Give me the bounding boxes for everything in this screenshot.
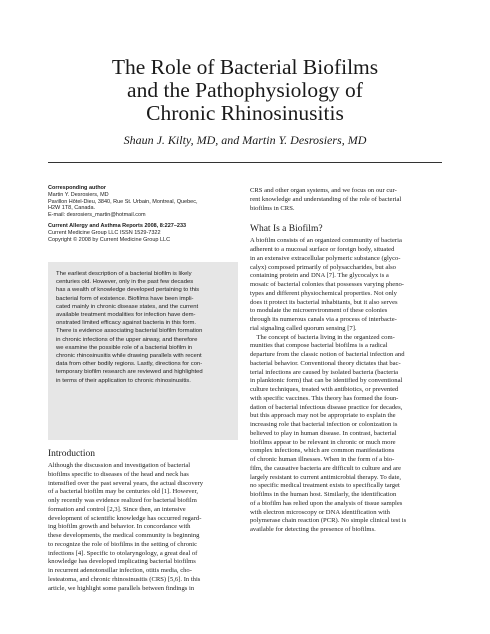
body-line: The concept of bacteria living in the organized com- xyxy=(250,333,395,341)
body-line: biofilms specific to diseases of the head and neck has xyxy=(48,470,189,478)
body-line: departure from the classic notion of bacterial infection and xyxy=(250,351,405,358)
abstract-box xyxy=(48,262,238,440)
body-line: formation and control [2,3]. Since then, an intensive xyxy=(48,505,186,513)
body-paragraph xyxy=(250,187,442,213)
body-line: biofilms in CRS. xyxy=(250,204,295,212)
journal-citation: Current Allergy and Asthma Reports 2008, 8:227–233 xyxy=(48,222,187,229)
body-line: rent knowledge and understanding of the role of bacterial xyxy=(250,195,402,203)
body-line: of chronic human illnesses. When in the form of a bio- xyxy=(250,456,395,463)
body-line: believed to play in human disease. In contrast, bacterial xyxy=(250,429,397,437)
body-line: bacterial behavior. Conventional theory dictates that bac- xyxy=(250,359,401,367)
body-line: terial infections are caused by isolated bacteria (bacteria xyxy=(250,368,399,376)
author-line: Shaun J. Kilty, MD, and Martin Y. Desrosiers, MD xyxy=(123,133,367,147)
title-line: The Role of Bacterial Biofilms xyxy=(111,55,379,79)
abstract-line: in terms of their application to chronic rhinosinusitis. xyxy=(56,377,191,384)
body-line: of a biofilm has relied upon the analysis of tissue samples xyxy=(250,499,403,507)
body-line: to modulate the microenvironment of these colonies xyxy=(250,307,388,315)
body-line: complex infections, which are common manifestations xyxy=(250,447,395,455)
body-line: mosaic of bacterial colonies that possesses varying pheno- xyxy=(250,281,404,288)
body-line: rial signaling called quorum sensing [7]. xyxy=(250,324,357,332)
body-line: largely resistant to current antimicrobial therapy. To date, xyxy=(250,473,402,481)
section-heading: Introduction xyxy=(48,449,95,459)
body-line: types and different physiochemical properties. Not only xyxy=(250,289,397,297)
body-line: Although the discussion and investigation of bacterial xyxy=(48,462,191,469)
body-line: in planktonic form) that can be identified by conventional xyxy=(250,377,403,385)
body-line: increasing role that bacterial infection or colonization is xyxy=(250,421,398,428)
body-line: available for detecting the presence of biofilms. xyxy=(250,526,376,533)
abstract-line: cated mainly in chronic disease states, and the current xyxy=(56,303,199,310)
body-line: does it protect its bacterial inhabitants, but it also serves xyxy=(250,298,398,306)
body-line: CRS and other organ systems, and we focus on our cur- xyxy=(250,187,397,194)
body-line: through its numerous canals via a process of interbacte- xyxy=(250,316,397,323)
email-line: E-mail: desrosiers_martin@hotmail.com xyxy=(48,212,146,219)
publisher-issn: Current Medicine Group LLC ISSN 1529-7322 xyxy=(48,229,161,236)
body-line: no specific medical treatment exists to specifically target xyxy=(250,482,400,490)
abstract-line: in chronic infections of the upper airway, and therefore xyxy=(56,336,198,343)
body-line: with electron microscopy or DNA identification with xyxy=(250,508,390,516)
body-line: intensified over the past several years, the actual discovery xyxy=(48,479,204,487)
abstract-line: available treatment modalities for infection have dem- xyxy=(56,312,196,319)
body-line: only recently was evidence realized for bacterial biofilm xyxy=(48,497,197,504)
body-line: to recognize the role of biofilms in the setting of chronic xyxy=(48,540,198,548)
body-paragraph xyxy=(250,237,442,535)
title-line: Chronic Rhinosinusitis xyxy=(146,101,344,125)
header-divider xyxy=(48,162,442,163)
corresponding-author-label: Corresponding author xyxy=(48,185,107,191)
body-line: in an extensive extracellular polymeric substance (glyco- xyxy=(250,254,401,262)
body-line: article, we highlight some parallels between findings in xyxy=(48,584,195,592)
abstract-line: data from other bodily regions. Lastly, directions for con- xyxy=(56,361,203,368)
body-line: but this approach may not be appropriate to explain the xyxy=(250,412,396,420)
body-line: culture techniques, treated with antibiotics, or prevented xyxy=(250,386,399,393)
body-line: containing protein and DNA [7]. The glycocalyx is a xyxy=(250,272,389,280)
article-title xyxy=(0,56,490,125)
body-paragraph xyxy=(48,462,240,593)
abstract-line: centuries old. However, only in the past few decades xyxy=(56,279,194,286)
body-line: polymerase chain reaction (PCR). No simple clinical test is xyxy=(250,517,407,525)
body-line: ing biofilm growth and behavior. In concordance with xyxy=(48,523,191,531)
meta-line: Pavillon Hôtel-Dieu, 3840, Rue St. Urbain, Montreal, Quebec, xyxy=(48,198,198,205)
body-line: calyx) composed primarily of polysaccharides, but also xyxy=(250,263,396,271)
abstract-line: temporary biofilm research are reviewed and highlighted xyxy=(56,369,203,376)
body-line: of a bacterial biofilm may be centuries old [1]. However, xyxy=(48,488,199,496)
copyright-notice: Copyright © 2008 by Current Medicine Group LLC xyxy=(48,236,171,243)
body-line: film, the causative bacteria are difficult to culture and are xyxy=(250,464,402,472)
body-line: munities that compose bacterial biofilms is a radical xyxy=(250,342,388,350)
body-line: adherent to a mucosal surface or foreign body, situated xyxy=(250,246,395,253)
body-line: biofilms appear to be relevant in chronic or much more xyxy=(250,438,396,446)
abstract-line: has a wealth of knowledge developed pertaining to this xyxy=(56,287,200,294)
body-line: development of scientific knowledge has occurred regard- xyxy=(48,514,202,522)
abstract-line: bacterial form of existence. Biofilms have been impli- xyxy=(56,295,194,302)
body-line: A biofilm consists of an organized community of bacteria xyxy=(250,237,402,245)
meta-line: Martin Y. Desrosiers, MD xyxy=(48,191,109,198)
introduction-section xyxy=(48,448,240,593)
body-line: lesteatoma, and chronic rhinosinusitis (CRS) [5,6]. In this xyxy=(48,575,201,583)
abstract-line: chronic rhinosinusitis while drawing parallels with recent xyxy=(56,353,202,360)
body-line: infections [4]. Specific to otolaryngology, a great deal of xyxy=(48,549,198,557)
body-line: with specific vaccines. This theory has formed the foun- xyxy=(250,394,399,402)
body-line: dation of bacterial infectious disease practice for decades, xyxy=(250,403,403,411)
abstract-line: The earliest description of a bacterial biofilm is likely xyxy=(56,271,192,277)
abstract-line: onstrated limited efficacy against bacteria in this form. xyxy=(56,320,197,327)
abstract-line: we examine the possible role of a bacterial biofilm in xyxy=(56,344,193,351)
body-line: in recurrent adenotonsillar infection, otitis media, cho- xyxy=(48,567,192,574)
right-column xyxy=(250,187,442,535)
body-line: knowledge has developed implicating bacterial biofilms xyxy=(48,558,196,566)
abstract-line: There is evidence associating bacterial biofilm formation xyxy=(56,328,203,335)
section-heading: What Is a Biofilm? xyxy=(250,224,323,235)
body-line: these developments, the medical community is beginning xyxy=(48,532,200,539)
meta-line: H2W 1T8, Canada. xyxy=(48,205,96,212)
body-line: biofilms in the human host. Similarly, the identification xyxy=(250,491,397,498)
title-line: and the Pathophysiology of xyxy=(127,78,363,102)
article-metadata xyxy=(48,185,233,243)
